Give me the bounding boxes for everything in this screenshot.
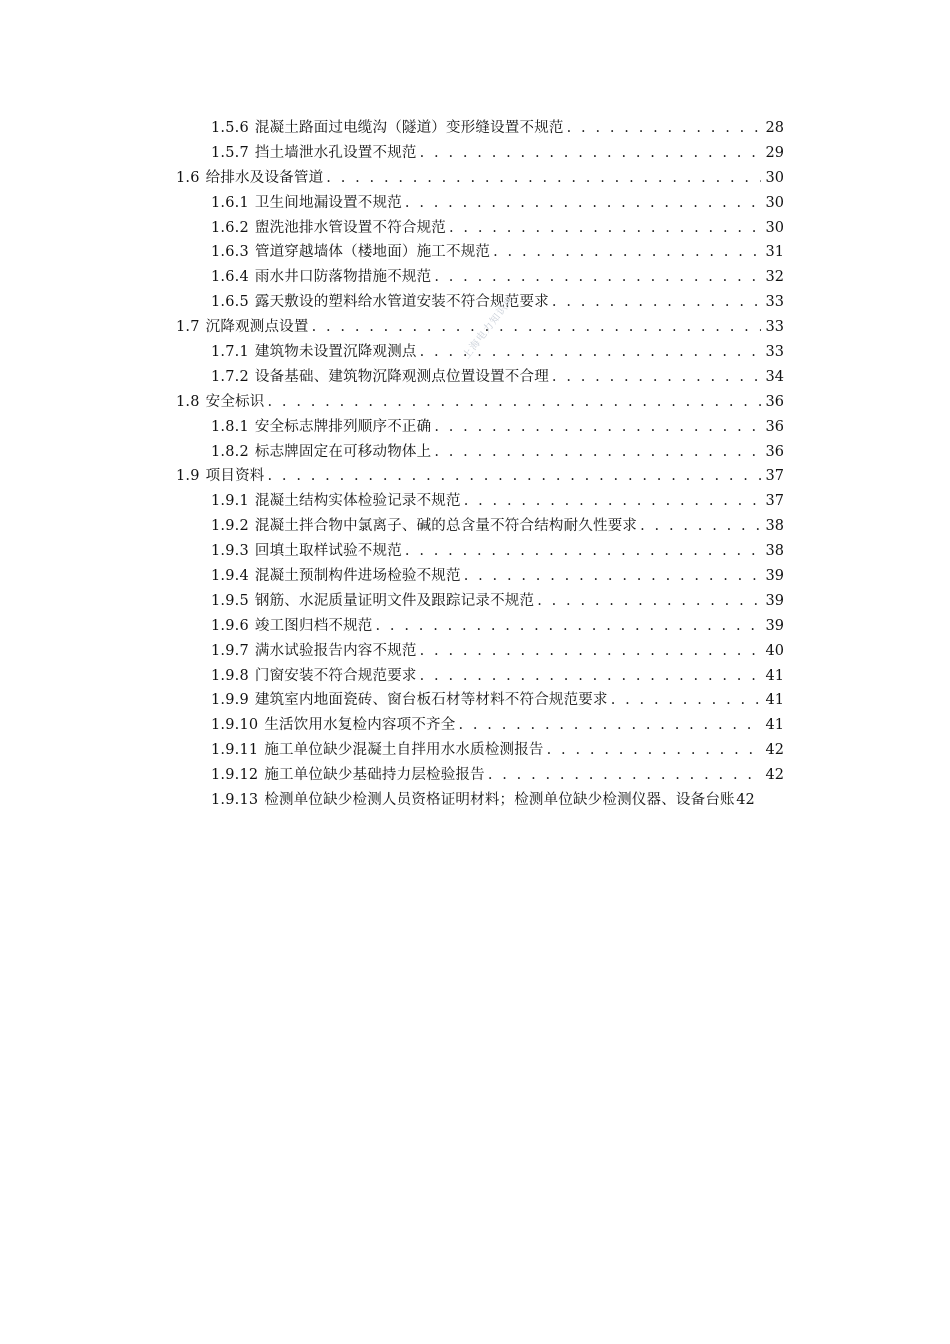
toc-entry[interactable] xyxy=(176,365,784,390)
toc-entry-page-number: 39 xyxy=(765,617,784,634)
toc-entry-title: 安全标识 xyxy=(205,393,265,410)
toc-entry-number: 1.5.7 xyxy=(211,144,249,161)
toc-entry-number: 1.8.2 xyxy=(211,443,249,460)
toc-entry-number: 1.6.1 xyxy=(211,194,249,211)
toc-entry[interactable] xyxy=(176,589,784,614)
toc-entry-page-number: 30 xyxy=(765,169,784,186)
toc-entry-title: 雨水井口防落物措施不规范 xyxy=(254,269,432,286)
toc-entry-number: 1.9.5 xyxy=(211,592,249,609)
toc-dot-leader xyxy=(547,738,761,763)
toc-dot-leader xyxy=(493,240,761,265)
toc-entry-page-number: 37 xyxy=(765,468,784,485)
toc-entry[interactable] xyxy=(176,415,784,440)
table-of-contents xyxy=(176,116,820,813)
toc-entry-number: 1.9.2 xyxy=(211,518,249,535)
toc-dot-leader xyxy=(458,713,761,738)
toc-entry[interactable] xyxy=(176,688,784,713)
toc-dot-leader xyxy=(537,589,761,614)
toc-entry-title: 混凝土路面过电缆沟（隧道）变形缝设置不规范 xyxy=(254,120,564,136)
toc-entry[interactable] xyxy=(176,265,784,290)
toc-entry-number: 1.6.2 xyxy=(211,219,249,236)
toc-entry-number: 1.6.4 xyxy=(211,269,249,286)
toc-entry[interactable] xyxy=(176,639,784,664)
toc-dot-leader xyxy=(267,464,761,489)
toc-entry-title: 安全标志牌排列顺序不正确 xyxy=(254,418,432,435)
toc-entry-title: 回填土取样试验不规范 xyxy=(254,543,402,560)
toc-entry-title: 钢筋、水泥质量证明文件及跟踪记录不规范 xyxy=(254,592,535,609)
toc-entry-page-number: 33 xyxy=(765,344,784,361)
toc-entry[interactable] xyxy=(176,440,784,465)
toc-entry-title: 盥洗池排水管设置不符合规范 xyxy=(254,219,447,236)
toc-dot-leader xyxy=(420,664,761,689)
toc-entry[interactable] xyxy=(176,738,784,763)
toc-entry-page-number: 37 xyxy=(765,493,784,510)
toc-entry-number: 1.9 xyxy=(176,468,200,485)
toc-entry-number: 1.9.12 xyxy=(211,767,259,784)
toc-entry-title: 施工单位缺少混凝土自拌用水水质检测报告 xyxy=(264,742,544,759)
toc-entry[interactable] xyxy=(176,191,784,216)
toc-entry-page-number: 28 xyxy=(765,120,784,136)
toc-dot-leader xyxy=(449,216,761,241)
toc-entry-page-number: 41 xyxy=(765,667,784,684)
toc-entry-number: 1.9.8 xyxy=(211,667,249,684)
toc-entry-number: 1.9.1 xyxy=(211,493,249,510)
toc-entry-page-number: 41 xyxy=(765,717,784,734)
toc-entry-title: 管道穿越墙体（楼地面）施工不规范 xyxy=(254,244,491,261)
toc-entry-title: 检测单位缺少检测人员资格证明材料；检测单位缺少检测仪器、设备台账 xyxy=(264,792,735,809)
toc-dot-leader xyxy=(326,166,761,191)
toc-entry-title: 混凝土结构实体检验记录不规范 xyxy=(254,493,461,510)
toc-entry-page-number: 39 xyxy=(765,568,784,585)
toc-dot-leader xyxy=(611,688,761,713)
toc-entry[interactable] xyxy=(176,664,784,689)
toc-entry-page-number: 30 xyxy=(765,194,784,211)
toc-entry[interactable] xyxy=(176,240,784,265)
toc-dot-leader xyxy=(567,116,761,141)
toc-entry-number: 1.9.13 xyxy=(211,792,259,809)
toc-entry[interactable] xyxy=(176,116,784,141)
toc-entry-number: 1.6 xyxy=(176,169,200,186)
toc-entry-page-number: 30 xyxy=(765,219,784,236)
toc-entry-title: 沉降观测点设置 xyxy=(205,319,309,336)
toc-entry-title: 混凝土预制构件进场检验不规范 xyxy=(254,568,461,585)
toc-entry-page-number: 36 xyxy=(765,393,784,410)
toc-entry-number: 1.5.6 xyxy=(211,120,249,136)
toc-entry[interactable] xyxy=(176,464,784,489)
toc-entry-page-number: 33 xyxy=(765,319,784,336)
toc-entry-number: 1.9.7 xyxy=(211,642,249,659)
toc-entry-title: 建筑室内地面瓷砖、窗台板石材等材料不符合规范要求 xyxy=(254,692,608,709)
toc-entry[interactable] xyxy=(176,763,784,788)
toc-entry-page-number: 39 xyxy=(765,592,784,609)
toc-entry-title: 卫生间地漏设置不规范 xyxy=(254,194,402,211)
toc-entry-title: 施工单位缺少基础持力层检验报告 xyxy=(264,767,485,784)
toc-entry-title: 设备基础、建筑物沉降观测点位置设置不合理 xyxy=(254,368,549,385)
toc-entry-number: 1.9.3 xyxy=(211,543,249,560)
toc-dot-leader xyxy=(464,564,761,589)
toc-entry-page-number: 42 xyxy=(765,742,784,759)
toc-entry-number: 1.8 xyxy=(176,393,200,410)
toc-entry-number: 1.9.6 xyxy=(211,617,249,634)
toc-entry-title: 满水试验报告内容不规范 xyxy=(254,642,417,659)
toc-entry-title: 竣工图归档不规范 xyxy=(254,617,373,634)
toc-entry-number: 1.9.11 xyxy=(211,742,259,759)
toc-dot-leader xyxy=(434,415,761,440)
toc-entry-title: 建筑物未设置沉降观测点 xyxy=(254,344,417,361)
toc-entry-title: 标志牌固定在可移动物体上 xyxy=(254,443,432,460)
toc-entry-title: 挡土墙泄水孔设置不规范 xyxy=(254,144,417,161)
toc-dot-leader xyxy=(420,141,761,166)
toc-entry[interactable] xyxy=(176,166,784,191)
toc-entry[interactable] xyxy=(176,216,784,241)
toc-dot-leader xyxy=(434,265,761,290)
toc-entry[interactable] xyxy=(176,489,784,514)
toc-entry-page-number: 38 xyxy=(765,543,784,560)
toc-entry[interactable] xyxy=(176,141,784,166)
toc-entry-page-number: 36 xyxy=(765,443,784,460)
toc-dot-leader xyxy=(376,614,761,639)
toc-entry-page-number: 38 xyxy=(765,518,784,535)
toc-dot-leader xyxy=(312,315,761,340)
toc-entry-page-number: 34 xyxy=(765,368,784,385)
toc-entry[interactable] xyxy=(176,713,784,738)
toc-entry-number: 1.9.10 xyxy=(211,717,259,734)
watermark: 上海电力知识库 xyxy=(461,293,518,362)
toc-entry[interactable] xyxy=(176,390,784,415)
toc-entry-page-number: 31 xyxy=(765,244,784,261)
toc-dot-leader xyxy=(405,191,761,216)
toc-dot-leader xyxy=(552,365,761,390)
toc-entry-title: 项目资料 xyxy=(205,468,265,485)
toc-entry[interactable] xyxy=(176,290,784,315)
toc-entry[interactable] xyxy=(176,539,784,564)
toc-dot-leader xyxy=(405,539,761,564)
toc-entry-number: 1.7.1 xyxy=(211,344,249,361)
toc-entry-number: 1.6.3 xyxy=(211,244,249,261)
toc-entry-number: 1.9.4 xyxy=(211,568,249,585)
toc-entry[interactable] xyxy=(176,564,784,589)
toc-entry-page-number: 42 xyxy=(736,792,755,809)
toc-dot-leader xyxy=(420,639,761,664)
toc-entry-title: 露天敷设的塑料给水管道安装不符合规范要求 xyxy=(254,294,549,311)
toc-entry[interactable] xyxy=(176,514,784,539)
toc-dot-leader xyxy=(552,290,761,315)
toc-entry-title: 给排水及设备管道 xyxy=(205,169,324,186)
toc-entry-page-number: 36 xyxy=(765,418,784,435)
toc-entry-number: 1.8.1 xyxy=(211,418,249,435)
toc-entry-title: 混凝土拌合物中氯离子、碱的总含量不符合结构耐久性要求 xyxy=(254,518,638,535)
toc-entry-number: 1.6.5 xyxy=(211,294,249,311)
toc-entry-number: 1.9.9 xyxy=(211,692,249,709)
toc-entry[interactable] xyxy=(176,614,784,639)
toc-entry-page-number: 42 xyxy=(765,767,784,784)
toc-dot-leader xyxy=(267,390,761,415)
toc-entry-page-number: 29 xyxy=(765,144,784,161)
toc-dot-leader xyxy=(434,440,761,465)
toc-entry-page-number: 41 xyxy=(765,692,784,709)
toc-entry-number: 1.7.2 xyxy=(211,368,249,385)
toc-entry[interactable] xyxy=(176,788,855,813)
toc-dot-leader xyxy=(464,489,761,514)
toc-entry-number: 1.7 xyxy=(176,319,200,336)
toc-entry-page-number: 33 xyxy=(765,294,784,311)
toc-dot-leader xyxy=(488,763,761,788)
toc-entry-page-number: 32 xyxy=(765,269,784,286)
toc-entry-title: 门窗安装不符合规范要求 xyxy=(254,667,417,684)
toc-entry-title: 生活饮用水复检内容项不齐全 xyxy=(264,717,456,734)
toc-entry-page-number: 40 xyxy=(765,642,784,659)
toc-dot-leader xyxy=(640,514,761,539)
